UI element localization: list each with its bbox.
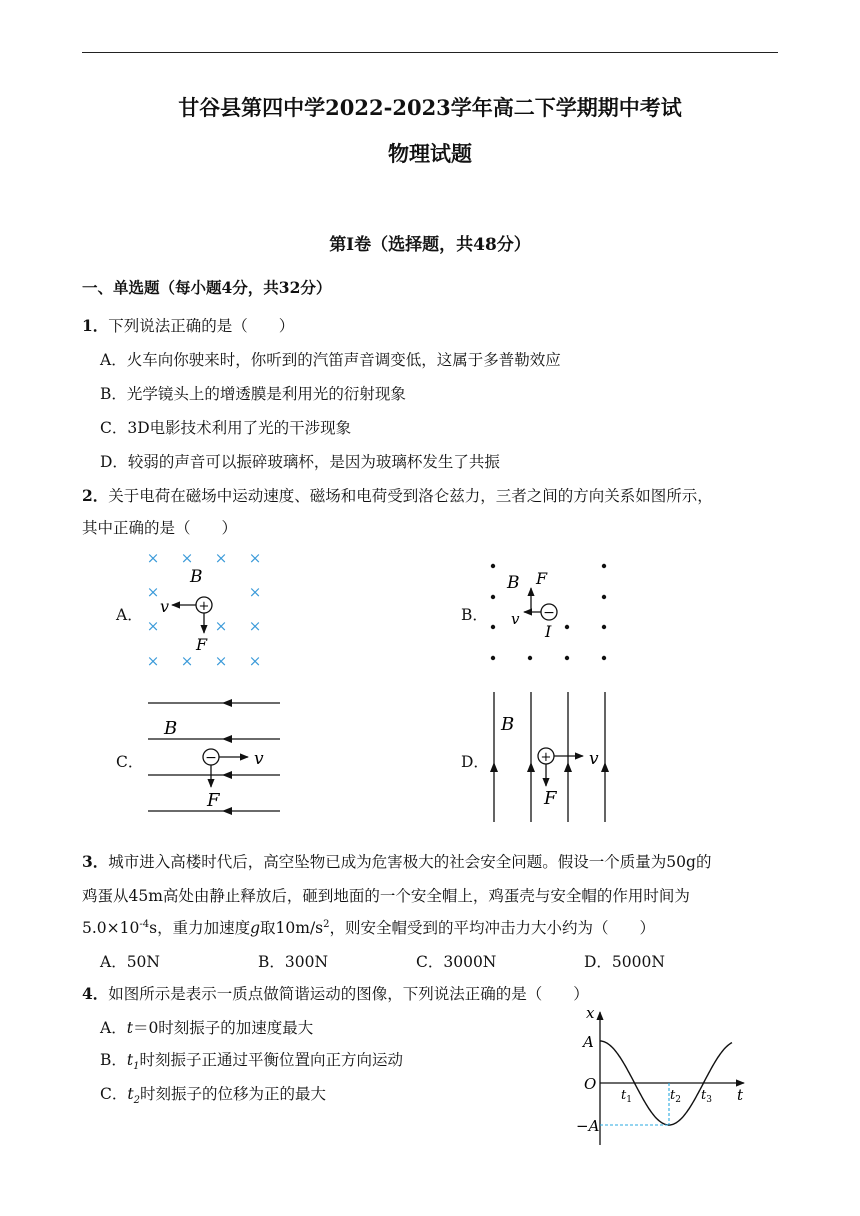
question-number: 4． <box>82 984 109 1003</box>
field-dot <box>602 625 606 629</box>
q4-graph <box>576 1004 744 1145</box>
field-cross: × <box>146 583 160 601</box>
graph-t3-label: $t_3$ <box>701 1088 712 1105</box>
exam-subtitle: 物理试题 <box>388 141 472 166</box>
field-dot <box>528 656 532 660</box>
fig-a-v-label: v <box>160 597 170 616</box>
field-dot <box>565 625 569 629</box>
field-cross: × <box>248 583 262 601</box>
figure-d <box>490 692 609 822</box>
graph-t1-label: $t_1$ <box>621 1088 632 1105</box>
field-line-arrow <box>490 762 498 772</box>
fig-d-f-label: F <box>544 788 557 809</box>
field-cross: × <box>180 549 194 567</box>
q2-label-d: D． <box>461 753 489 771</box>
fig-c-b-label: B <box>164 718 178 739</box>
field-line-arrow <box>222 807 232 815</box>
field-cross: × <box>248 617 262 635</box>
figure-a <box>147 549 262 670</box>
question-3-line2: 鸡蛋从45m高处由静止释放后，砸到地面的一个安全帽上，鸡蛋壳与安全帽的作用时间为 <box>82 887 690 905</box>
fig-d-v-label: v <box>589 749 599 769</box>
field-line-arrow <box>222 735 232 743</box>
field-cross: × <box>214 617 228 635</box>
plus-sign: + <box>540 750 552 765</box>
graph-a-label: A <box>583 1033 594 1051</box>
fig-c-f-label: F <box>207 790 220 811</box>
field-cross: × <box>248 549 262 567</box>
field-cross: × <box>146 549 160 567</box>
q2-label-b: B． <box>461 606 488 624</box>
field-cross: × <box>146 652 160 670</box>
q4-option-c: C．$t_2$时刻振子的位移为正的最大 <box>100 1085 326 1107</box>
fig-b-v-label: v <box>511 610 520 628</box>
field-line-arrow <box>222 771 232 779</box>
q2-label-c: C． <box>116 753 144 771</box>
question-text: 关于电荷在磁场中运动速度、磁场和电荷受到洛仑兹力，三者之间的方向关系如图所示， <box>108 487 713 505</box>
fig-b-i-label: I <box>545 622 552 641</box>
minus-sign: − <box>205 750 217 766</box>
question-number: 2． <box>82 486 109 505</box>
field-line-arrow <box>601 762 609 772</box>
graph-neg-a-label: −A <box>576 1117 600 1135</box>
figure-b <box>491 564 606 660</box>
graph-t-label: t <box>737 1086 744 1104</box>
question-text: 下列说法正确的是（ ） <box>108 317 295 335</box>
q4-option-b: B．$t_1$时刻振子正通过平衡位置向正方向运动 <box>100 1051 404 1073</box>
question-text: 城市进入高楼时代后，高空坠物已成为危害极大的社会安全问题。假设一个质量为50g的 <box>108 853 712 871</box>
field-cross: × <box>146 617 160 635</box>
field-dot <box>491 656 495 660</box>
q4-option-a: A．t＝0时刻振子的加速度最大 <box>100 1019 314 1037</box>
question-3-line3: $5.0\times 10^{-4}s$，重力加速度g取$10m/s^2$，则安全帽受到的平均冲击力大小约为（ ） <box>82 918 656 937</box>
fig-a-f-label: F <box>196 635 208 654</box>
question-number: 1． <box>82 316 109 335</box>
q3-option-c: C．3000N <box>416 953 497 971</box>
q1-option-b: B．光学镜头上的增透膜是利用光的衍射现象 <box>100 385 406 403</box>
fig-d-b-label: B <box>501 714 515 735</box>
fig-b-b-label: B <box>507 573 520 593</box>
q2-label-a: A． <box>116 606 143 624</box>
plus-sign: + <box>198 599 210 614</box>
field-cross: × <box>214 652 228 670</box>
graph-t2-label: $t_2$ <box>670 1088 681 1105</box>
graph-origin-label: O <box>584 1075 597 1093</box>
question-text: 如图所示是表示一质点做简谐运动的图像，下列说法正确的是（ ） <box>108 985 589 1003</box>
field-dot <box>491 625 495 629</box>
q1-option-a: A．火车向你驶来时，你听到的汽笛声音调变低，这属于多普勒效应 <box>100 351 561 369</box>
minus-sign: − <box>543 605 555 621</box>
field-cross: × <box>214 549 228 567</box>
field-dot <box>491 564 495 568</box>
question-4-stem <box>82 982 589 1004</box>
part-heading: 第Ⅰ卷（选择题，共48分） <box>329 235 531 255</box>
fig-c-v-label: v <box>254 749 264 769</box>
field-line-arrow <box>564 762 572 772</box>
question-number: 3． <box>82 852 109 871</box>
exam-title: 甘谷县第四中学2022-2023学年高二下学期期中考试 <box>178 95 682 120</box>
figure-c <box>148 699 280 815</box>
field-dot <box>602 564 606 568</box>
field-dot <box>602 595 606 599</box>
q3-option-b: B．300N <box>258 953 329 971</box>
field-dot <box>565 656 569 660</box>
field-line-arrow <box>527 762 535 772</box>
q1-option-c: C．3D电影技术利用了光的干涉现象 <box>100 419 352 437</box>
question-2-stem-cont: 其中正确的是（ ） <box>82 519 238 537</box>
q3-option-a: A．50N <box>100 953 160 971</box>
q3-option-d: D．5000N <box>584 953 665 971</box>
field-line-arrow <box>222 699 232 707</box>
field-cross: × <box>248 652 262 670</box>
field-dot <box>602 656 606 660</box>
question-3-stem <box>82 850 711 872</box>
graph-x-label: x <box>586 1004 595 1022</box>
fig-b-f-label: F <box>536 569 548 588</box>
field-dot <box>491 595 495 599</box>
section-heading: 一、单选题（每小题4分，共32分） <box>82 278 332 297</box>
fig-a-b-label: B <box>190 567 203 587</box>
field-cross: × <box>180 652 194 670</box>
q1-option-d: D．较弱的声音可以振碎玻璃杯，是因为玻璃杯发生了共振 <box>100 453 500 471</box>
